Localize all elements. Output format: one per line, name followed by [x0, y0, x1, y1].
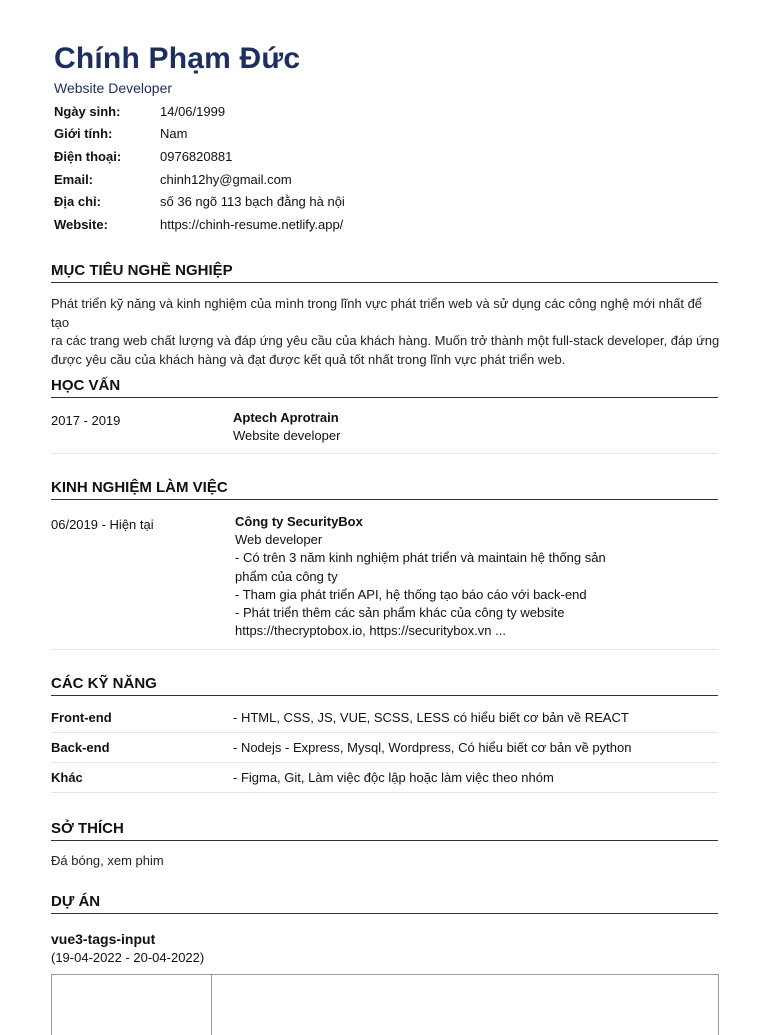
skill-value: - Figma, Git, Làm việc độc lập hoặc làm việc theo nhóm [233, 770, 554, 785]
personal-info [54, 100, 714, 236]
objective-line: Phát triển kỹ năng và kinh nghiệm của mình trong lĩnh vực phát triển web và sử dụng các công nghệ mới nhất để tạo [51, 296, 703, 330]
candidate-role: Website Developer [54, 80, 173, 96]
info-row-phone [54, 145, 714, 168]
skill-row-frontend [51, 703, 718, 733]
section-title-hobbies: SỞ THÍCH [51, 820, 718, 841]
info-value: số 36 ngõ 113 bạch đằng hà nội [160, 194, 345, 210]
skill-label: Front-end [51, 710, 112, 725]
skill-label: Back-end [51, 740, 110, 755]
info-value: chinh12hy@gmail.com [160, 171, 292, 187]
info-label: Website: [54, 216, 108, 232]
section-title-experience: KINH NGHIỆM LÀM VIỆC [51, 479, 718, 500]
info-row-website [54, 213, 714, 236]
experience-line: - Tham gia phát triển API, hệ thống tạo báo cáo với back-end [235, 586, 587, 602]
info-value: Nam [160, 126, 188, 142]
experience-line: phẩm của công ty [235, 568, 338, 584]
info-value: 0976820881 [160, 148, 233, 164]
info-label: Ngày sinh: [54, 103, 121, 119]
experience-detail [233, 513, 718, 649]
experience-period: 06/2019 - Hiện tại [51, 517, 154, 532]
education-detail [233, 409, 718, 453]
objective-text [51, 295, 721, 369]
section-title-education: HỌC VẤN [51, 377, 718, 398]
info-row-dob [54, 100, 714, 123]
objective-line: được yêu cầu của khách hàng và đạt được kết quả tốt nhất trong lĩnh vực phát triển web. [51, 351, 566, 367]
education-entry [51, 409, 718, 454]
experience-line: - Phát triển thêm các sản phẩm khác của công ty website [235, 605, 565, 621]
skill-label: Khác [51, 770, 83, 785]
experience-line: - Có trên 3 năm kinh nghiệm phát triển và maintain hệ thống sản [235, 550, 606, 566]
project-date: (19-04-2022 - 20-04-2022) [51, 950, 205, 965]
experience-line: Web developer [235, 532, 323, 548]
skill-value: - HTML, CSS, JS, VUE, SCSS, LESS có hiểu biết cơ bản về REACT [233, 710, 629, 725]
candidate-name: Chính Phạm Đức [54, 42, 301, 75]
info-label: Email: [54, 171, 94, 187]
section-title-skills: CÁC KỸ NĂNG [51, 675, 718, 696]
section-title-projects: DỰ ÁN [51, 893, 718, 914]
info-row-address [54, 190, 714, 213]
education-period: 2017 - 2019 [51, 413, 121, 428]
table-divider [211, 975, 212, 1035]
education-major: Website developer [233, 428, 341, 444]
skill-value: - Nodejs - Express, Mysql, Wordpress, Có hiểu biết cơ bản về python [233, 740, 632, 755]
section-title-objective: MỤC TIÊU NGHỀ NGHIỆP [51, 262, 718, 283]
info-value: https://chinh-resume.netlify.app/ [160, 216, 344, 232]
experience-company: Công ty SecurityBox [235, 514, 363, 529]
experience-line: https://thecryptobox.io, https://securitybox.vn ... [235, 623, 506, 639]
info-label: Giới tính: [54, 126, 113, 142]
info-row-gender [54, 123, 714, 146]
info-label: Địa chỉ: [54, 194, 101, 210]
education-school: Aptech Aprotrain [233, 410, 339, 425]
project-table [51, 974, 719, 1035]
info-label: Điện thoại: [54, 148, 122, 164]
objective-line: ra các trang web chất lượng và đáp ứng yêu cầu của khách hàng. Muốn trở thành một full-stack developer, đáp ứng [51, 333, 720, 348]
experience-entry [51, 513, 718, 650]
info-value: 14/06/1999 [160, 103, 226, 119]
info-row-email [54, 168, 714, 191]
skill-row-backend [51, 733, 718, 763]
skill-row-other [51, 763, 718, 793]
project-name: vue3-tags-input [51, 931, 156, 947]
hobbies-text: Đá bóng, xem phim [51, 853, 164, 868]
